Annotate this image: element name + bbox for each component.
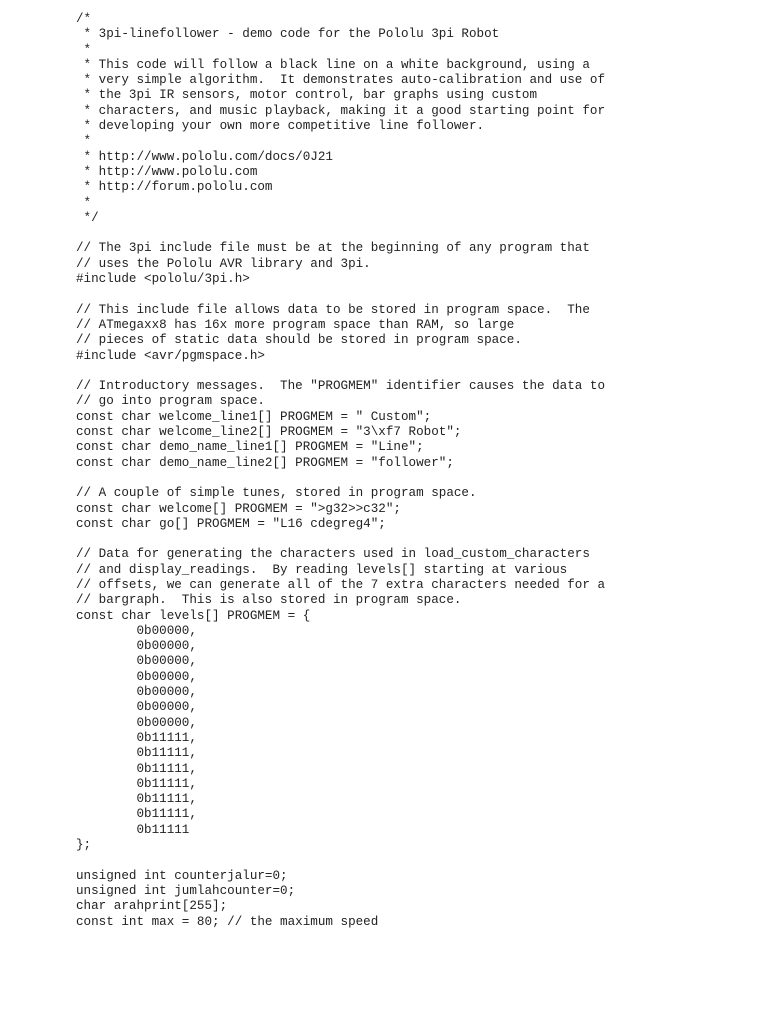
code-line: *: [76, 134, 92, 149]
code-line: * developing your own more competitive line follower.: [76, 119, 485, 134]
code-line: // This include file allows data to be stored in program space. The: [76, 302, 590, 317]
code-line: // ATmegaxx8 has 16x more program space than RAM, so large: [76, 317, 515, 332]
code-line: *: [76, 195, 92, 210]
code-line: 0b00000,: [76, 715, 197, 730]
code-line: 0b00000,: [76, 639, 197, 654]
code-line: // pieces of static data should be stored in program space.: [76, 333, 522, 348]
code-line: // go into program space.: [76, 394, 265, 409]
code-line: const char levels[] PROGMEM = {: [76, 608, 311, 623]
code-line: const char welcome_line1[] PROGMEM = " Custom";: [76, 409, 432, 424]
code-line: // The 3pi include file must be at the beginning of any program that: [76, 241, 590, 256]
code-listing: [76, 12, 756, 930]
code-line: // Data for generating the characters used in load_custom_characters: [76, 547, 590, 562]
code-line: 0b11111,: [76, 807, 197, 822]
code-line: *: [76, 42, 92, 57]
code-line: const char demo_name_line2[] PROGMEM = "follower";: [76, 455, 454, 470]
code-line: 0b00000,: [76, 700, 197, 715]
code-line: 0b11111,: [76, 792, 197, 807]
code-line: * This code will follow a black line on a white background, using a: [76, 57, 590, 72]
code-line: 0b00000,: [76, 685, 197, 700]
code-line: 0b00000,: [76, 623, 197, 638]
code-line: // Introductory messages. The "PROGMEM" identifier causes the data to: [76, 379, 606, 394]
code-line: unsigned int counterjalur=0;: [76, 868, 288, 883]
code-line: const int max = 80; // the maximum speed: [76, 914, 379, 929]
code-line: 0b00000,: [76, 654, 197, 669]
code-line: [76, 364, 756, 379]
code-line: */: [76, 210, 99, 225]
code-line: // uses the Pololu AVR library and 3pi.: [76, 256, 371, 271]
code-line: // A couple of simple tunes, stored in program space.: [76, 486, 477, 501]
code-line: /*: [76, 12, 92, 26]
code-line: 0b11111,: [76, 746, 197, 761]
code-line: const char welcome[] PROGMEM = ">g32>>c32";: [76, 501, 401, 516]
code-line: #include <avr/pgmspace.h>: [76, 348, 265, 363]
code-line: // and display_readings. By reading levels[] starting at various: [76, 562, 568, 577]
code-line: char arahprint[255];: [76, 899, 228, 914]
code-line: // bargraph. This is also stored in program space.: [76, 593, 462, 608]
code-line: const char demo_name_line1[] PROGMEM = "Line";: [76, 440, 424, 455]
code-line: unsigned int jumlahcounter=0;: [76, 883, 296, 898]
code-line: [76, 853, 756, 868]
code-line: 0b11111: [76, 822, 190, 837]
code-line: 0b11111,: [76, 776, 197, 791]
code-line: 0b11111,: [76, 730, 197, 745]
code-line: * 3pi-linefollower - demo code for the Pololu 3pi Robot: [76, 27, 500, 42]
code-line: const char go[] PROGMEM = "L16 cdegreg4";: [76, 516, 386, 531]
code-line: [76, 287, 756, 302]
code-line: * very simple algorithm. It demonstrates auto-calibration and use of: [76, 73, 606, 88]
code-line: * the 3pi IR sensors, motor control, bar graphs using custom: [76, 88, 538, 103]
code-line: * http://www.pololu.com: [76, 164, 258, 179]
code-line: const char welcome_line2[] PROGMEM = "3\xf7 Robot";: [76, 425, 462, 440]
code-line: #include <pololu/3pi.h>: [76, 272, 250, 287]
code-line: [76, 471, 756, 486]
code-line: [76, 532, 756, 547]
code-line: 0b11111,: [76, 761, 197, 776]
code-line: };: [76, 838, 92, 853]
code-line: [76, 226, 756, 241]
code-line: * http://forum.pololu.com: [76, 180, 273, 195]
code-line: // offsets, we can generate all of the 7 extra characters needed for a: [76, 577, 606, 592]
code-line: 0b00000,: [76, 669, 197, 684]
code-line: * characters, and music playback, making it a good starting point for: [76, 103, 606, 118]
code-line: * http://www.pololu.com/docs/0J21: [76, 149, 333, 164]
